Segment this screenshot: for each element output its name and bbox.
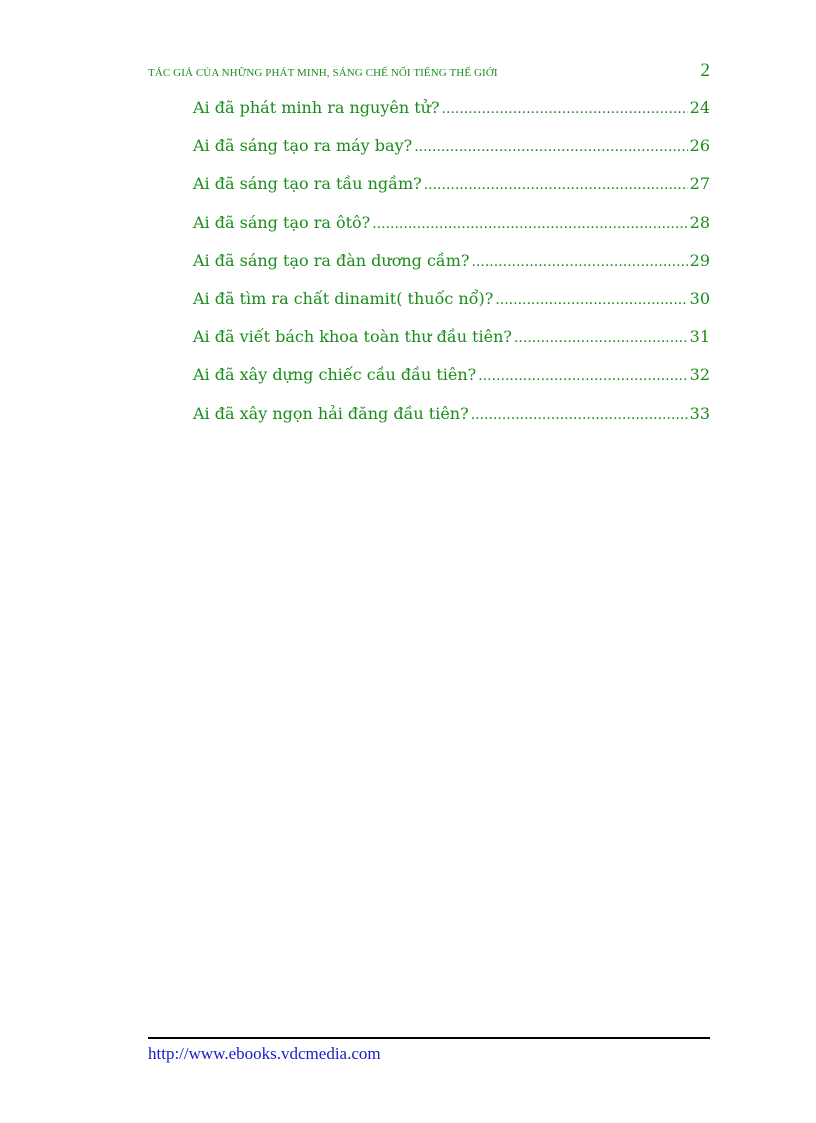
- page-header: [148, 60, 710, 84]
- footer-divider: [148, 1037, 710, 1039]
- toc-entry-page: 30: [689, 288, 710, 308]
- toc-entry[interactable]: [193, 174, 710, 212]
- toc-dot-leader: [372, 213, 687, 232]
- toc-entry-page: 31: [689, 327, 710, 347]
- toc-entry[interactable]: [193, 327, 710, 365]
- toc-entry-page: 27: [689, 174, 710, 194]
- toc-entry-title: Ai đã tìm ra chất dinamit( thuốc nổ)?: [193, 288, 494, 308]
- toc-entry-page: 26: [689, 136, 710, 156]
- toc-entry-title: Ai đã sáng tạo ra đàn dương cầm?: [193, 250, 470, 270]
- toc-dot-leader: [442, 98, 688, 117]
- toc-entry-title: Ai đã xây dựng chiếc cầu đầu tiên?: [193, 365, 477, 385]
- toc-entry-page: 32: [689, 365, 710, 385]
- toc-dot-leader: [495, 289, 687, 308]
- page-number: 2: [700, 60, 710, 81]
- toc-entry[interactable]: [193, 251, 710, 289]
- toc-entry-title: Ai đã sáng tạo ra máy bay?: [193, 136, 413, 156]
- table-of-contents: [193, 98, 710, 442]
- toc-entry-title: Ai đã sáng tạo ra ôtô?: [193, 212, 371, 232]
- toc-entry-title: Ai đã phát minh ra nguyên tử?: [193, 98, 440, 117]
- toc-entry[interactable]: [193, 289, 710, 327]
- toc-dot-leader: [471, 404, 688, 423]
- toc-dot-leader: [414, 136, 687, 155]
- toc-entry[interactable]: [193, 365, 710, 403]
- toc-entry-page: 29: [689, 250, 710, 270]
- toc-entry[interactable]: [193, 213, 710, 251]
- toc-dot-leader: [478, 365, 687, 384]
- toc-entry-page: 24: [689, 98, 710, 117]
- footer-url-link[interactable]: http://www.ebooks.vdcmedia.com: [148, 1044, 381, 1063]
- toc-dot-leader: [514, 327, 688, 346]
- toc-dot-leader: [471, 251, 687, 270]
- toc-entry-title: Ai đã sáng tạo ra tầu ngầm?: [193, 174, 422, 194]
- toc-entry-page: 28: [689, 212, 710, 232]
- toc-entry-title: Ai đã xây ngọn hải đăng đầu tiên?: [193, 403, 469, 423]
- running-title: TÁC GIẢ CỦA NHỮNG PHÁT MINH, SÁNG CHẾ NỔI TIẾNG THẾ GIỚI: [148, 67, 498, 79]
- toc-entry-page: 33: [689, 403, 710, 423]
- toc-entry[interactable]: [193, 404, 710, 442]
- toc-entry[interactable]: [193, 98, 710, 136]
- toc-entry[interactable]: [193, 136, 710, 174]
- toc-dot-leader: [424, 174, 688, 193]
- toc-entry-title: Ai đã viết bách khoa toàn thư đầu tiên?: [193, 327, 512, 347]
